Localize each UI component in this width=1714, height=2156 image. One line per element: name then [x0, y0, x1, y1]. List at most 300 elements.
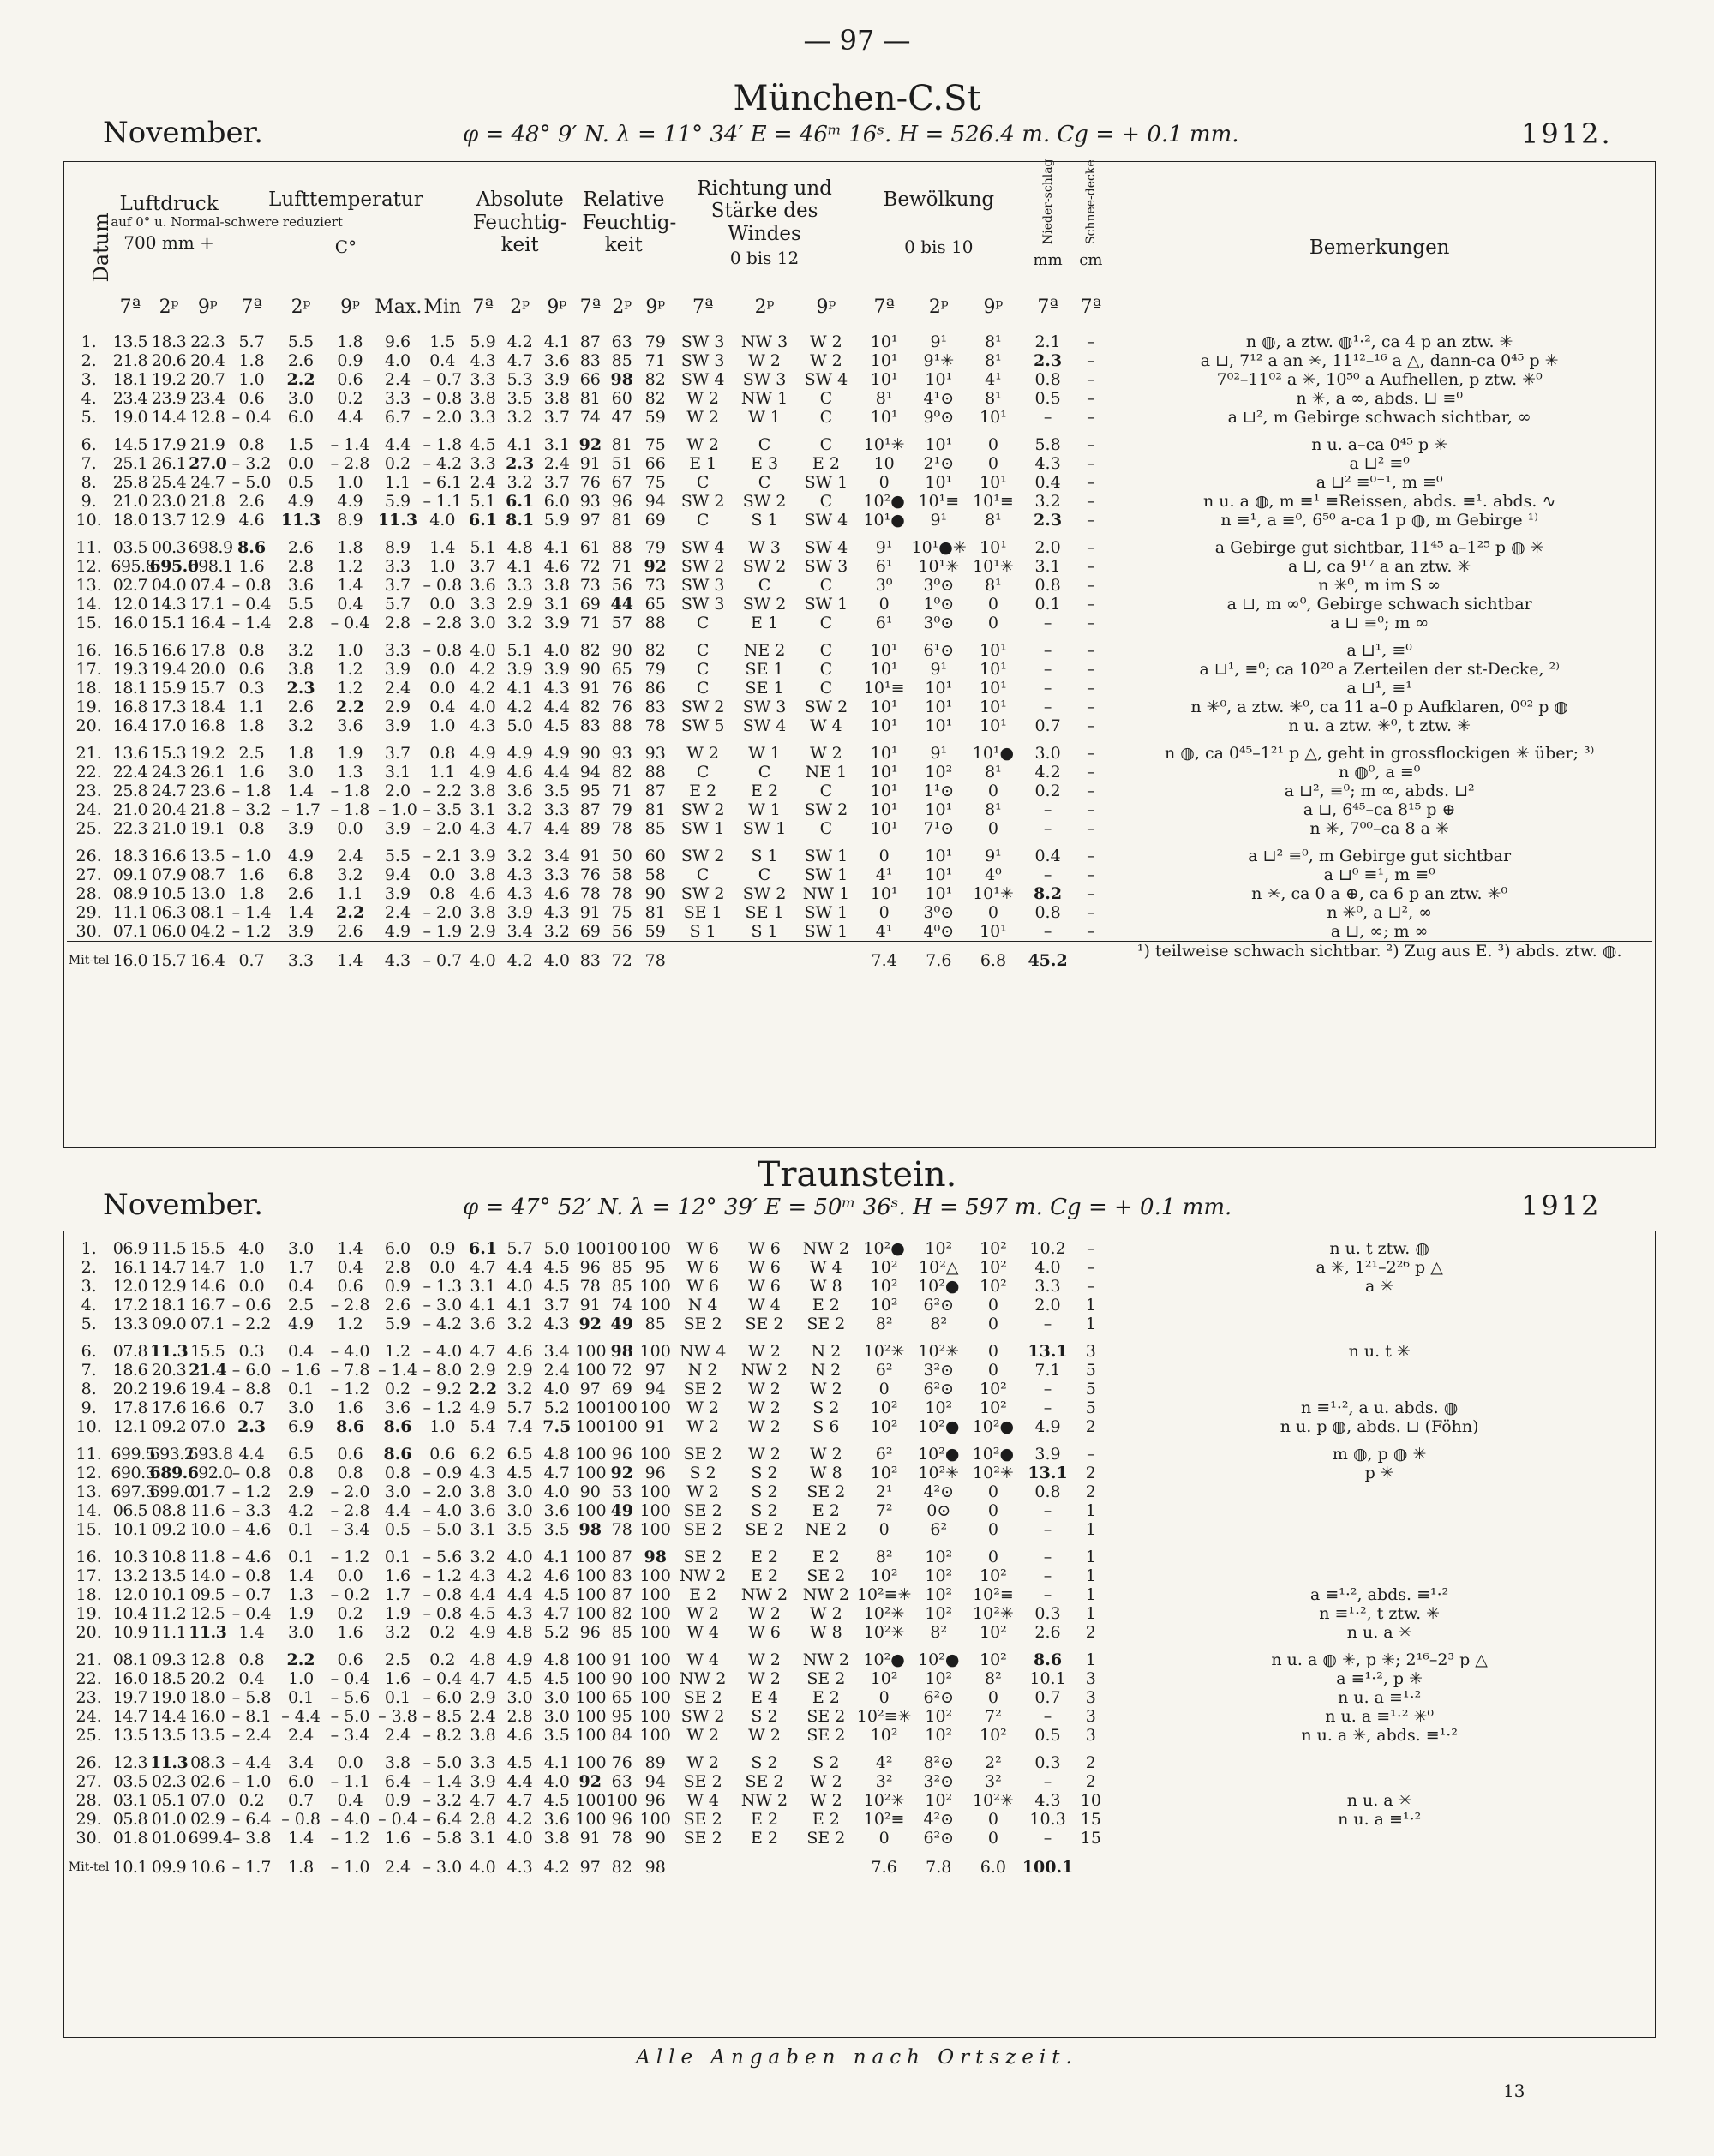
- snow-cell: 10: [1080, 1791, 1101, 1810]
- precip-cell: 0.8: [1034, 370, 1061, 389]
- temperature-cell: 2.6: [287, 538, 315, 557]
- rel-humidity-cell: 93: [611, 744, 632, 763]
- wind-cell: SW 2: [680, 698, 725, 716]
- abs-humidity-cell: 3.8: [470, 389, 496, 408]
- cloud-cell: 9¹: [930, 660, 948, 679]
- temperature-cell: 0.2: [337, 389, 363, 408]
- table-row: [67, 660, 1652, 679]
- remark-cell: a ≡¹·², abds. ≡¹·²: [1309, 1585, 1449, 1604]
- table-row: [67, 1417, 1652, 1436]
- rel-humidity-cell: 100: [575, 1604, 607, 1623]
- temperature-cell: – 0.7: [423, 370, 463, 389]
- pressure-cell: 14.5: [112, 435, 148, 454]
- wind-cell: SE 2: [683, 1810, 722, 1829]
- precip-cell: 3.0: [1034, 744, 1061, 763]
- precip-cell: –: [1043, 1548, 1052, 1566]
- temperature-cell: 0.1: [287, 1688, 315, 1707]
- abs-humidity-cell: 4.5: [543, 716, 570, 735]
- remark-cell: n u. t ✳: [1348, 1342, 1411, 1361]
- pressure-cell: 15.1: [151, 614, 187, 632]
- precip-cell: 3.9: [1034, 1445, 1061, 1464]
- rel-humidity-cell: 100: [575, 1585, 607, 1604]
- day-cell: 3.: [81, 1277, 97, 1296]
- temperature-cell: 2.4: [287, 1726, 315, 1745]
- wind-cell: W 2: [748, 1380, 781, 1398]
- snow-cell: 1: [1085, 1548, 1096, 1566]
- cloud-cell: 2¹⊙: [923, 454, 955, 473]
- rel-humidity-cell: 100: [575, 1548, 607, 1566]
- remark-cell: [1106, 1501, 1652, 1520]
- abs-humidity-cell: 3.9: [506, 660, 533, 679]
- snow-cell: 1: [1085, 1650, 1096, 1669]
- pressure-cell: 19.1: [190, 819, 225, 838]
- wind-cell: SE 2: [683, 1772, 722, 1791]
- temperature-cell: – 6.1: [423, 473, 463, 492]
- rel-humidity-cell: 96: [611, 1810, 632, 1829]
- cloud-cell: 10²: [870, 1417, 898, 1436]
- cloud-cell: 10²: [925, 1604, 953, 1623]
- pressure-cell: 08.1: [112, 1650, 148, 1669]
- cloud-cell: 10²●: [918, 1277, 960, 1296]
- temperature-cell: 4.0: [384, 351, 411, 370]
- snow-cell: –: [1087, 884, 1095, 903]
- temperature-cell: 0.8: [429, 744, 456, 763]
- abs-humidity-cell: 2.9: [470, 1688, 496, 1707]
- abs-humidity-cell: 2.3: [506, 454, 535, 473]
- pressure-cell: 13.5: [112, 1726, 148, 1745]
- temperature-cell: 3.2: [287, 716, 315, 735]
- abs-humidity-cell: 4.5: [470, 435, 496, 454]
- pressure-cell: 25.4: [151, 473, 187, 492]
- temperature-cell: 3.0: [384, 1482, 411, 1501]
- table-row: [67, 884, 1652, 903]
- mean-temperature-cell: – 0.7: [421, 942, 464, 980]
- snow-cell: 5: [1085, 1361, 1096, 1380]
- abs-humidity-cell: 4.7: [506, 819, 533, 838]
- rel-humidity-cell: 66: [579, 370, 601, 389]
- cloud-cell: 10¹: [925, 884, 953, 903]
- temperature-cell: 1.1: [429, 763, 456, 782]
- cloud-cell: 6²: [875, 1445, 893, 1464]
- pressure-cell: 12.1: [112, 1417, 148, 1436]
- day-cell: 27.: [75, 865, 102, 884]
- day-cell: 22.: [75, 1669, 102, 1688]
- day-cell: 23.: [75, 1688, 102, 1707]
- abs-humidity-cell: 4.7: [470, 1791, 496, 1810]
- pressure-cell: 13.5: [151, 1566, 187, 1585]
- wind-cell: NW 4: [680, 1342, 727, 1361]
- rel-humidity-cell: 100: [575, 1464, 607, 1482]
- table-row: [67, 716, 1652, 735]
- temperature-cell: 1.2: [337, 557, 363, 576]
- wind-cell: C: [819, 782, 833, 800]
- cloud-cell: 0: [878, 1520, 890, 1539]
- table-row: [67, 492, 1652, 511]
- temperature-cell: – 8.0: [423, 1361, 463, 1380]
- abs-humidity-cell: 5.0: [506, 716, 533, 735]
- wind-cell: C: [819, 641, 833, 660]
- temperature-cell: 2.0: [384, 782, 411, 800]
- rel-humidity-cell: 85: [644, 1315, 666, 1333]
- temperature-cell: 2.5: [384, 1650, 411, 1669]
- day-cell: 19.: [75, 1604, 102, 1623]
- footnotes-cell: ¹) teilweise schwach sichtbar. ²) Zug aus E. ³) abds. ztw. ◍.: [1106, 942, 1652, 980]
- wind-cell: W 4: [686, 1623, 719, 1642]
- temperature-cell: 4.6: [238, 511, 265, 530]
- rel-humidity-cell: 98: [578, 1520, 602, 1539]
- rel-humidity-cell: 100: [639, 1398, 671, 1417]
- temperature-cell: 4.4: [337, 408, 363, 427]
- sub-t-7a: 7ª: [241, 296, 262, 319]
- mean-pressure-cell: 16.4: [189, 942, 227, 980]
- abs-humidity-cell: 4.3: [470, 716, 496, 735]
- temperature-cell: – 0.8: [423, 389, 463, 408]
- precip-cell: 2.1: [1034, 332, 1061, 351]
- temperature-cell: – 1.1: [330, 1772, 370, 1791]
- cloud-cell: 10²: [870, 1669, 898, 1688]
- temperature-cell: – 0.8: [231, 1566, 272, 1585]
- cloud-cell: 10²●: [863, 1650, 905, 1669]
- temperature-cell: 1.6: [337, 1398, 363, 1417]
- abs-humidity-cell: 2.8: [470, 1810, 496, 1829]
- wind-cell: N 2: [811, 1342, 842, 1361]
- wind-cell: W 4: [686, 1650, 719, 1669]
- wind-cell: W 2: [810, 332, 842, 351]
- abs-humidity-cell: 5.4: [470, 1417, 496, 1436]
- pressure-cell: 20.0: [190, 660, 225, 679]
- abs-humidity-cell: 4.1: [543, 1548, 570, 1566]
- temperature-cell: – 0.4: [378, 1810, 417, 1829]
- snow-cell: –: [1087, 1445, 1095, 1464]
- abs-humidity-cell: 4.2: [506, 332, 533, 351]
- day-cell: 22.: [75, 763, 102, 782]
- rel-humidity-cell: 91: [579, 903, 601, 922]
- sub-s-7a: 7ª: [1080, 296, 1102, 319]
- cloud-cell: 10¹: [925, 800, 953, 819]
- rel-humidity-cell: 100: [575, 1398, 607, 1417]
- rel-humidity-cell: 78: [611, 884, 632, 903]
- temperature-cell: – 0.8: [231, 576, 272, 595]
- abs-humidity-cell: 4.5: [543, 1669, 570, 1688]
- pressure-cell: 00.3: [151, 538, 187, 557]
- pressure-cell: 16.0: [112, 614, 148, 632]
- rel-humidity-cell: 73: [644, 576, 666, 595]
- snow-cell: –: [1087, 800, 1095, 819]
- precip-cell: –: [1043, 922, 1052, 941]
- temperature-cell: – 1.4: [231, 614, 272, 632]
- table-row: [67, 1623, 1652, 1642]
- pressure-cell: 16.7: [190, 1296, 225, 1315]
- pressure-cell: 10.1: [112, 1520, 148, 1539]
- cloud-cell: 0: [987, 614, 998, 632]
- temperature-cell: 1.6: [384, 1829, 411, 1848]
- pressure-cell: 10.9: [112, 1623, 148, 1642]
- cloud-cell: 10¹: [870, 819, 898, 838]
- wind-cell: SE 2: [806, 1315, 846, 1333]
- abs-humidity-cell: 4.9: [470, 744, 496, 763]
- wind-cell: E 2: [812, 1688, 840, 1707]
- cloud-cell: 10²≡✳: [856, 1585, 912, 1604]
- sub-t-min: Min: [423, 296, 462, 319]
- wind-cell: C: [696, 660, 710, 679]
- mean-temperature-cell: 1.4: [326, 942, 375, 980]
- cloud-cell: 10¹: [870, 370, 898, 389]
- snow-cell: –: [1087, 454, 1095, 473]
- table-row: [67, 1333, 1652, 1361]
- rel-humidity-cell: 86: [644, 679, 666, 698]
- abs-humidity-cell: 3.0: [543, 1707, 570, 1726]
- rel-humidity-cell: 100: [639, 1585, 671, 1604]
- pressure-cell: 15.7: [190, 679, 225, 698]
- pressure-cell: 19.2: [151, 370, 187, 389]
- cloud-cell: 9¹: [985, 847, 1002, 865]
- remark-cell: [1106, 1482, 1652, 1501]
- abs-humidity-cell: 3.9: [543, 660, 570, 679]
- remark-cell: a ⊔¹, ≡¹: [1346, 679, 1412, 698]
- abs-humidity-cell: 4.7: [506, 1791, 533, 1810]
- abs-humidity-cell: 3.6: [543, 1810, 570, 1829]
- pressure-cell: 04.0: [151, 576, 187, 595]
- rel-humidity-cell: 92: [578, 1315, 602, 1333]
- wind-cell: W 2: [686, 744, 720, 763]
- wind-cell: E 2: [751, 782, 779, 800]
- abs-humidity-cell: 3.9: [543, 614, 570, 632]
- abs-humidity-cell: 5.9: [470, 332, 496, 351]
- abs-humidity-cell: 3.7: [543, 473, 570, 492]
- wind-cell: SW 4: [804, 511, 848, 530]
- wind-cell: NW 1: [740, 389, 788, 408]
- pressure-cell: 12.9: [151, 1277, 187, 1296]
- temperature-cell: 2.9: [287, 1482, 315, 1501]
- abs-humidity-cell: 6.1: [469, 511, 498, 530]
- wind-cell: E 2: [812, 1548, 840, 1566]
- table-row: [67, 1772, 1652, 1791]
- remark-cell: n ≡¹·², t ztw. ✳: [1319, 1604, 1441, 1623]
- temperature-cell: 4.9: [337, 492, 363, 511]
- col-schneedecke: Schnee-decke cm: [1079, 159, 1103, 270]
- wind-cell: W 3: [748, 538, 781, 557]
- temperature-cell: 4.0: [238, 1239, 265, 1258]
- abs-humidity-cell: 4.1: [506, 1296, 533, 1315]
- snow-cell: 1: [1085, 1501, 1096, 1520]
- cloud-cell: 4⁰: [985, 865, 1002, 884]
- cloud-cell: 0: [987, 1482, 998, 1501]
- cloud-cell: 10²: [925, 1791, 953, 1810]
- abs-humidity-cell: 3.2: [506, 614, 533, 632]
- rel-humidity-cell: 79: [611, 800, 632, 819]
- temperature-cell: 8.6: [336, 1417, 365, 1436]
- rel-humidity-cell: 100: [639, 1445, 671, 1464]
- precip-cell: 4.9: [1034, 1417, 1061, 1436]
- abs-humidity-cell: 7.5: [542, 1417, 572, 1436]
- wind-cell: SE 2: [806, 1726, 846, 1745]
- rel-humidity-cell: 44: [610, 595, 633, 614]
- temperature-cell: – 1.4: [378, 1361, 417, 1380]
- rel-humidity-cell: 97: [644, 1361, 666, 1380]
- temperature-cell: 3.9: [384, 884, 411, 903]
- temperature-cell: – 2.0: [330, 1482, 370, 1501]
- pressure-cell: 15.9: [151, 679, 187, 698]
- rel-humidity-cell: 76: [579, 865, 601, 884]
- temperature-cell: 5.7: [238, 332, 265, 351]
- rel-humidity-cell: 59: [644, 408, 666, 427]
- cloud-cell: 10¹: [925, 847, 953, 865]
- rel-humidity-cell: 88: [611, 538, 632, 557]
- data-table-traunstein: [67, 1239, 1652, 1886]
- temperature-cell: 1.4: [337, 576, 363, 595]
- table-row: [67, 1239, 1652, 1258]
- cloud-cell: 10²✳: [918, 1342, 960, 1361]
- abs-humidity-cell: 4.4: [543, 819, 570, 838]
- day-cell: 5.: [81, 1315, 97, 1333]
- rel-humidity-cell: 100: [606, 1417, 638, 1436]
- sub-w-9p: 9ᵖ: [816, 296, 836, 319]
- wind-cell: SE 1: [745, 679, 784, 698]
- cloud-cell: 9¹✳: [923, 351, 955, 370]
- wind-cell: C: [696, 679, 710, 698]
- rel-humidity-cell: 90: [579, 744, 601, 763]
- rel-humidity-cell: 82: [611, 763, 632, 782]
- temperature-cell: 3.9: [384, 819, 411, 838]
- temperature-cell: 1.0: [337, 473, 363, 492]
- pressure-cell: 07.1: [112, 922, 148, 941]
- wind-cell: W 1: [748, 744, 781, 763]
- wind-cell: W 2: [686, 1398, 719, 1417]
- abs-humidity-cell: 3.1: [543, 435, 570, 454]
- rel-humidity-cell: 95: [579, 782, 601, 800]
- rel-humidity-cell: 98: [644, 1548, 667, 1566]
- rel-humidity-cell: 92: [578, 435, 602, 454]
- day-cell: 26.: [75, 847, 102, 865]
- temperature-cell: 0.6: [238, 660, 265, 679]
- pressure-cell: 23.0: [151, 492, 187, 511]
- abs-humidity-cell: 4.8: [543, 1650, 570, 1669]
- table-row: [67, 1726, 1652, 1745]
- rel-humidity-cell: 51: [611, 454, 632, 473]
- abs-humidity-cell: 3.8: [470, 1482, 496, 1501]
- temperature-cell: – 5.0: [231, 473, 272, 492]
- abs-humidity-cell: 4.0: [543, 641, 570, 660]
- day-cell: 11.: [75, 1445, 102, 1464]
- table-row: [67, 473, 1652, 492]
- abs-humidity-cell: 3.9: [543, 370, 570, 389]
- temperature-cell: 4.2: [287, 1501, 315, 1520]
- rel-humidity-cell: 82: [644, 641, 666, 660]
- temperature-cell: – 1.4: [330, 435, 370, 454]
- temperature-cell: – 5.6: [423, 1548, 463, 1566]
- col-luftdruck: [111, 163, 343, 283]
- pressure-cell: 13.7: [151, 511, 187, 530]
- temperature-cell: 3.0: [287, 1239, 315, 1258]
- temperature-cell: 2.6: [238, 492, 265, 511]
- pressure-cell: 699.4: [188, 1829, 233, 1848]
- temperature-cell: 2.4: [384, 1726, 411, 1745]
- cloud-cell: 10²≡: [863, 1810, 905, 1829]
- pressure-cell: 16.1: [112, 1258, 148, 1277]
- cloud-cell: 10²: [925, 1548, 953, 1566]
- pressure-cell: 02.3: [151, 1772, 187, 1791]
- temperature-cell: 1.4: [287, 1829, 315, 1848]
- temperature-cell: 0.0: [238, 1277, 265, 1296]
- temperature-cell: 1.5: [429, 332, 456, 351]
- pressure-cell: 14.7: [112, 1707, 148, 1726]
- temperature-cell: 2.8: [384, 1258, 411, 1277]
- rel-humidity-cell: 69: [644, 511, 666, 530]
- table-row: [67, 1791, 1652, 1810]
- mean-cloud-cell: 7.6: [857, 1848, 912, 1887]
- temperature-cell: 3.4: [287, 1753, 315, 1772]
- precip-cell: 4.3: [1034, 454, 1061, 473]
- snow-cell: –: [1087, 744, 1095, 763]
- abs-humidity-cell: 3.5: [506, 1520, 533, 1539]
- pressure-cell: 07.4: [190, 576, 225, 595]
- temperature-cell: 2.4: [384, 679, 411, 698]
- temperature-cell: – 4.0: [330, 1342, 370, 1361]
- wind-cell: S 2: [751, 1482, 778, 1501]
- temperature-cell: 0.7: [287, 1791, 315, 1810]
- cloud-cell: 10²: [980, 1650, 1007, 1669]
- pressure-cell: 21.9: [190, 435, 225, 454]
- wind-cell: SW 2: [742, 884, 787, 903]
- abs-humidity-cell: 4.0: [506, 1548, 533, 1566]
- temperature-cell: – 4.4: [231, 1753, 272, 1772]
- temperature-cell: – 0.4: [231, 1604, 272, 1623]
- precip-cell: –: [1043, 1829, 1052, 1848]
- abs-humidity-cell: 2.2: [469, 1380, 498, 1398]
- sub-a-7a: 7ª: [472, 296, 494, 319]
- table-row: [67, 1296, 1652, 1315]
- temperature-cell: – 5.0: [423, 1753, 463, 1772]
- wind-cell: C: [819, 492, 833, 511]
- temperature-cell: 1.8: [238, 351, 265, 370]
- rel-humidity-cell: 100: [575, 1650, 607, 1669]
- empty-cell: [795, 942, 857, 980]
- temperature-cell: – 5.0: [423, 1520, 463, 1539]
- cloud-cell: 8¹: [985, 511, 1002, 530]
- cloud-cell: 10²●: [918, 1650, 960, 1669]
- wind-cell: S 2: [751, 1464, 778, 1482]
- rel-humidity-cell: 59: [644, 922, 666, 941]
- rel-humidity-cell: 78: [611, 1829, 632, 1848]
- temperature-cell: – 8.8: [231, 1380, 272, 1398]
- cloud-cell: 10¹: [925, 865, 953, 884]
- col-rel-feucht: Relative Feuchtig-keit: [582, 189, 677, 257]
- precip-cell: 4.0: [1034, 1258, 1061, 1277]
- wind-cell: W 2: [686, 435, 720, 454]
- remark-cell: a ⊔² ≡⁰⁻¹, m ≡⁰: [1315, 473, 1443, 492]
- rel-humidity-cell: 66: [644, 454, 666, 473]
- temperature-cell: 2.2: [286, 370, 315, 389]
- snow-cell: –: [1087, 408, 1095, 427]
- table-row: [67, 819, 1652, 838]
- abs-humidity-cell: 6.5: [506, 1445, 533, 1464]
- day-cell: 24.: [75, 1707, 102, 1726]
- abs-humidity-cell: 2.9: [506, 595, 533, 614]
- mean-abs-humidity-cell: 4.0: [464, 1848, 501, 1887]
- precip-cell: 13.1: [1028, 1342, 1068, 1361]
- temperature-cell: – 0.4: [231, 595, 272, 614]
- rel-humidity-cell: 94: [644, 1380, 666, 1398]
- pressure-cell: 25.8: [112, 473, 148, 492]
- sub-p-7a: 7ª: [119, 296, 141, 319]
- day-cell: 28.: [75, 884, 102, 903]
- abs-humidity-cell: 4.8: [506, 538, 533, 557]
- pressure-cell: 19.0: [151, 1688, 187, 1707]
- rel-humidity-cell: 61: [579, 538, 601, 557]
- pressure-cell: 22.3: [112, 819, 148, 838]
- temperature-cell: 8.9: [384, 538, 411, 557]
- rel-humidity-cell: 100: [575, 1669, 607, 1688]
